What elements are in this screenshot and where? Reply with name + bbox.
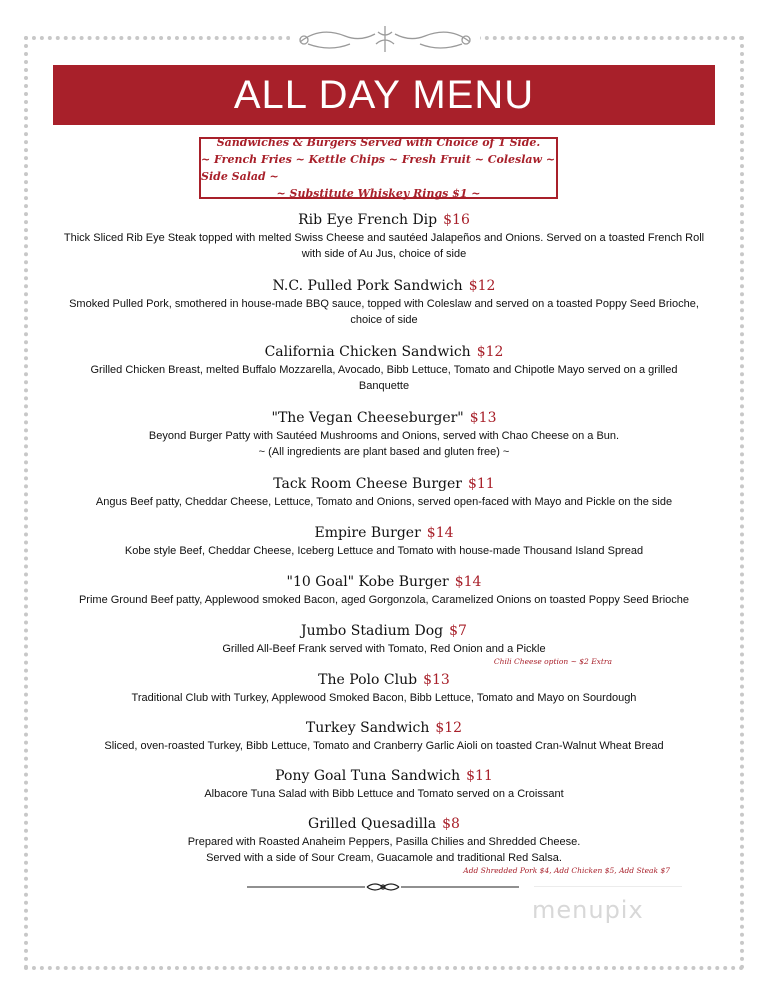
menu-item xyxy=(40,719,728,754)
item-price: $12 xyxy=(476,344,504,360)
item-description: with side of Au Jus, choice of side xyxy=(301,248,467,260)
item-description: Served with a side of Sour Cream, Guacamole and traditional Red Salsa. xyxy=(206,852,562,864)
item-name: The Polo Club xyxy=(318,672,418,688)
item-price: $11 xyxy=(466,768,493,784)
item-description: Sliced, oven-roasted Turkey, Bibb Lettuce, Tomato and Cranberry Garlic Aioli on toasted Cran-Walnut Wheat Bread xyxy=(104,740,664,752)
item-price: $8 xyxy=(442,816,460,832)
item-description: choice of side xyxy=(350,314,418,326)
item-description: Smoked Pulled Pork, smothered in house-made BBQ sauce, topped with Coleslaw and served on a toasted Poppy Seed Brioche, xyxy=(69,298,699,310)
scroll-ornament-icon xyxy=(290,22,480,56)
item-price: $11 xyxy=(467,476,495,492)
watermark-logo: menupix xyxy=(532,896,644,924)
item-name: Turkey Sandwich xyxy=(305,720,430,736)
flourish-divider-icon xyxy=(247,880,519,894)
menu-item xyxy=(40,409,728,460)
item-description: Prepared with Roasted Anaheim Peppers, Pasilla Chilies and Shredded Cheese. xyxy=(187,836,581,848)
item-description: Grilled All-Beef Frank served with Tomato, Red Onion and a Pickle xyxy=(222,643,546,655)
menu-item xyxy=(40,573,728,608)
menu-item xyxy=(40,277,728,328)
menu-title-banner xyxy=(53,65,715,125)
menu-item xyxy=(40,815,728,876)
item-price: $14 xyxy=(454,574,482,590)
item-price: $13 xyxy=(423,672,450,688)
item-name: Jumbo Stadium Dog xyxy=(301,623,444,639)
item-name: "The Vegan Cheeseburger" xyxy=(271,410,464,426)
item-name: California Chicken Sandwich xyxy=(264,344,471,360)
item-name: Tack Room Cheese Burger xyxy=(273,476,462,492)
item-name: Pony Goal Tuna Sandwich xyxy=(275,768,461,784)
menu-item xyxy=(40,622,728,667)
item-name: "10 Goal" Kobe Burger xyxy=(286,574,449,590)
menu-item xyxy=(40,343,728,394)
item-note: Chili Cheese option ~ $2 Extra xyxy=(493,657,612,666)
menu-item xyxy=(40,211,728,262)
item-price: $7 xyxy=(449,623,467,639)
item-name: Rib Eye French Dip xyxy=(298,212,438,228)
menu-items xyxy=(40,211,728,876)
item-description: Banquette xyxy=(358,380,410,392)
item-description: Grilled Chicken Breast, melted Buffalo Mozzarella, Avocado, Bibb Lettuce, Tomato and Chipotle Mayo served on a grilled xyxy=(90,364,678,376)
item-description: Traditional Club with Turkey, Applewood Smoked Bacon, Bibb Lettuce, Tomato and Mayo on Sourdough xyxy=(131,692,637,704)
page-title: ALL DAY MENU xyxy=(233,72,535,117)
item-description: Albacore Tuna Salad with Bibb Lettuce and Tomato served on a Croissant xyxy=(204,788,564,800)
item-description: Thick Sliced Rib Eye Steak topped with melted Swiss Cheese and sautéed Jalapeños and Onions. Served on a toasted French Roll xyxy=(63,232,705,244)
item-price: $12 xyxy=(435,720,463,736)
item-description: Angus Beef patty, Cheddar Cheese, Lettuce, Tomato and Onions, served open-faced with Mayo and Pickle on the side xyxy=(95,496,673,508)
item-description: Kobe style Beef, Cheddar Cheese, Iceberg Lettuce and Tomato with house-made Thousand Island Spread xyxy=(124,545,644,557)
sides-box xyxy=(199,137,558,199)
item-name: Empire Burger xyxy=(314,525,421,541)
item-description: Beyond Burger Patty with Sautéed Mushrooms and Onions, served with Chao Cheese on a Bun. xyxy=(148,430,620,442)
item-price: $14 xyxy=(426,525,454,541)
item-price: $13 xyxy=(469,410,497,426)
item-description: ~ (All ingredients are plant based and gluten free) ~ xyxy=(258,446,510,458)
item-name: N.C. Pulled Pork Sandwich xyxy=(272,278,463,294)
menu-item xyxy=(40,475,728,510)
item-note: Add Shredded Pork $4, Add Chicken $5, Add Steak $7 xyxy=(463,866,670,875)
sides-line-3: ~ Substitute Whiskey Rings $1 ~ xyxy=(276,187,481,200)
menu-item xyxy=(40,671,728,706)
item-price: $16 xyxy=(443,212,470,228)
item-name: Grilled Quesadilla xyxy=(308,816,437,832)
watermark-line xyxy=(534,886,682,887)
menu-item xyxy=(40,524,728,559)
sides-line-1: Sandwiches & Burgers Served with Choice of 1 Side. xyxy=(216,136,541,149)
item-description: Prime Ground Beef patty, Applewood smoked Bacon, aged Gorgonzola, Caramelized Onions on toasted Poppy Seed Brioche xyxy=(78,594,690,606)
menu-item xyxy=(40,767,728,802)
item-price: $12 xyxy=(468,278,496,294)
sides-line-2: ~ French Fries ~ Kettle Chips ~ Fresh Fruit ~ Coleslaw ~ Side Salad ~ xyxy=(201,153,556,183)
